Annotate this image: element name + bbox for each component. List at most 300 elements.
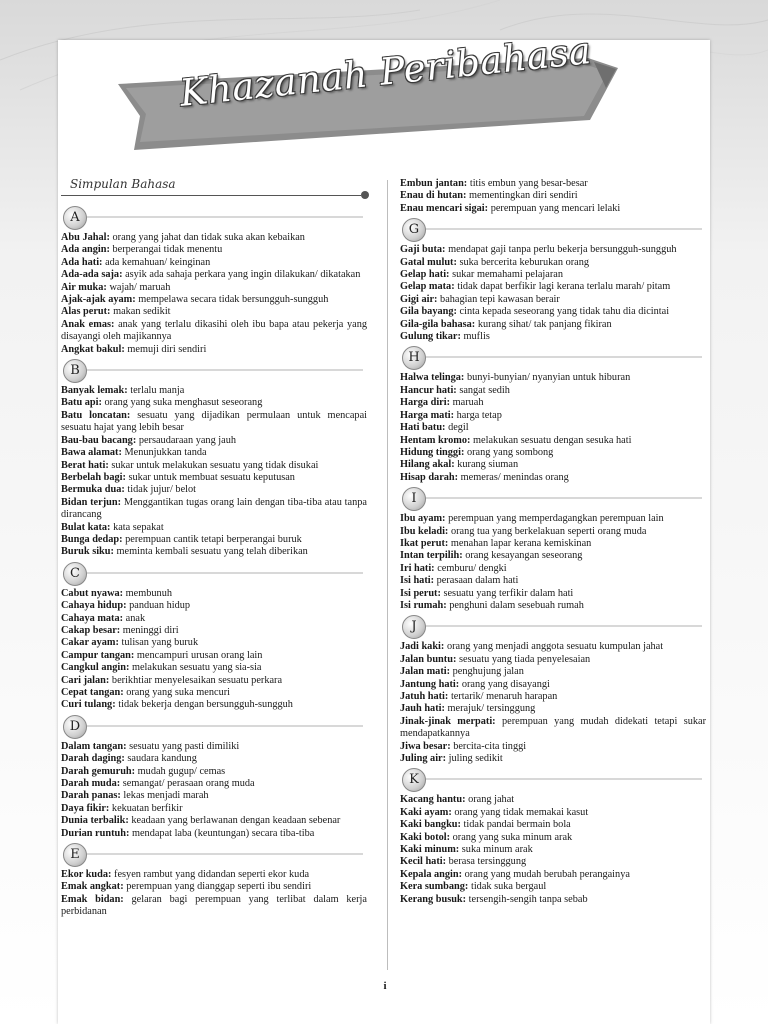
letter-heading-bar — [63, 369, 363, 371]
entry — [61, 753, 367, 765]
page-title: Khazanah Peribahasa — [177, 28, 594, 115]
entry-definition: fesyen rambut yang didandan seperti ekor kuda — [114, 869, 310, 881]
entry-definition: panduan hidup — [129, 600, 191, 612]
entry — [61, 294, 367, 306]
entry-definition: mendapat laba (keuntungan) secara tiba-tiba — [131, 827, 315, 839]
entry-term: Bunga dedap: — [61, 533, 123, 545]
entry-term: Jalan mati: — [400, 666, 451, 678]
left-column — [61, 178, 367, 919]
entry-term: Kera sumbang: — [400, 881, 469, 893]
entry-definition: Menunjukkan tanda — [124, 447, 207, 459]
entry-definition: bahagian tepi kawasan berair — [440, 293, 560, 305]
entry — [61, 662, 367, 674]
entry-term: Cari jalan: — [61, 674, 110, 686]
entry — [61, 244, 367, 256]
entry-definition: tertarik/ menaruh harapan — [450, 691, 558, 702]
entry-term: Berat hati: — [61, 459, 109, 471]
entry — [400, 203, 706, 215]
entry — [400, 716, 706, 741]
entry-term: Darah gemuruh: — [61, 765, 136, 777]
entry-term: Ajak-ajak ayam: — [61, 294, 136, 306]
entry-definition: tidak dapat berfikir lagi kerana terlalu marah/ pitam — [457, 281, 671, 293]
right-continued-entries — [400, 178, 706, 215]
entry — [400, 654, 706, 666]
letter-heading — [400, 346, 706, 368]
entry-definition: melakukan sesuatu dengan sesuka hati — [473, 434, 632, 446]
entry — [61, 637, 367, 649]
entry-term: Hilang akal: — [400, 459, 455, 471]
entry-definition: keadaan yang berlawanan dengan keadaan sebenar — [131, 815, 341, 827]
entry-definition: suka minum arak — [461, 844, 533, 856]
entry-definition: orang jahat — [468, 794, 515, 806]
entry — [61, 460, 367, 472]
entry — [61, 600, 367, 612]
entry — [61, 257, 367, 269]
entry — [61, 269, 367, 281]
entry — [400, 588, 706, 600]
entry-term: Alas perut: — [61, 306, 111, 318]
entry — [61, 435, 367, 447]
letter-heading-bar — [63, 853, 363, 855]
letter-heading — [400, 768, 706, 790]
entry-term: Jauh hati: — [400, 703, 445, 715]
entry — [400, 753, 706, 765]
entry-term: Kerang busuk: — [400, 893, 467, 905]
entry-term: Cepat tangan: — [61, 687, 124, 698]
column-divider — [387, 180, 388, 970]
entry — [400, 807, 706, 819]
entry-definition: sangat sedih — [459, 384, 510, 396]
entry-term: Gelap hati: — [400, 269, 450, 281]
entry-definition: sesuatu yang pasti dimiliki — [129, 740, 240, 752]
entry-term: Cabut nyawa: — [61, 587, 124, 599]
entry-definition: kekuatan berfikir — [111, 802, 183, 814]
entry-definition: orang yang sombong — [466, 446, 554, 458]
entry-definition: sesuatu yang terfikir dalam hati — [443, 587, 574, 599]
entry — [400, 513, 706, 525]
entry — [400, 257, 706, 269]
entry-definition: bunyi-bunyian/ nyanyian untuk hiburan — [466, 372, 631, 384]
entry-definition: sukar untuk melakukan sesuatu yang tidak disukai — [111, 459, 319, 471]
entry-definition: tulisan yang buruk — [121, 637, 199, 649]
entry — [61, 687, 367, 699]
entry — [400, 472, 706, 484]
entry-definition: orang yang jahat dan tidak suka akan kebaikan — [112, 232, 305, 243]
entry-definition: memeras/ menindas orang — [460, 471, 569, 483]
entry-definition: perempuan cantik tetapi berperangai buruk — [125, 533, 302, 545]
entry-definition: makan sedikit — [113, 306, 171, 318]
letter-badge: C — [63, 562, 87, 586]
entry-term: Gaji buta: — [400, 244, 446, 256]
entry — [61, 385, 367, 397]
entry-definition: mempelawa secara tidak bersungguh-sungguh — [138, 294, 329, 306]
entry-definition: orang tua yang berkelakuan seperti orang muda — [450, 525, 647, 537]
entry-definition: berasa tersinggung — [448, 856, 527, 868]
entry-term: Banyak lemak: — [61, 385, 128, 397]
entry — [400, 856, 706, 868]
entry-definition: cinta kepada seseorang yang tidak tahu dia dicintai — [459, 306, 670, 318]
entry-term: Hisap darah: — [400, 471, 459, 483]
entry-term: Kepala angin: — [400, 868, 463, 880]
letter-badge: A — [63, 206, 87, 230]
entry-definition: titis embun yang besar-besar — [469, 178, 588, 189]
entry-term: Isi hati: — [400, 575, 435, 587]
entry-term: Gila bayang: — [400, 306, 457, 318]
entry-term: Harga mati: — [400, 409, 455, 421]
entry-term: Durian runtuh: — [61, 827, 130, 839]
letter-heading — [61, 843, 367, 865]
entry-definition: harga tetap — [456, 409, 502, 421]
entry-term: Gatal mulut: — [400, 256, 457, 268]
entry-term: Hancur hati: — [400, 384, 457, 396]
entry — [400, 447, 706, 459]
entry — [400, 459, 706, 471]
entry-definition: orang yang suka menghasut seseorang — [104, 397, 263, 409]
entry-definition: mencampuri urusan orang lain — [136, 649, 263, 661]
entry-definition: membunuh — [125, 587, 172, 599]
entry-term: Jatuh hati: — [400, 691, 449, 702]
entry-term: Cahaya mata: — [61, 612, 124, 624]
entry-term: Daya fikir: — [61, 802, 110, 814]
entry — [61, 650, 367, 662]
entry-definition: saudara kandung — [127, 753, 197, 765]
entry — [400, 190, 706, 202]
entry-term: Bawa alamat: — [61, 447, 122, 459]
entry-term: Ikat perut: — [400, 537, 449, 549]
entry-term: Gelap mata: — [400, 281, 455, 293]
entry-term: Jalan buntu: — [400, 653, 457, 665]
entry-term: Hentam kromo: — [400, 434, 471, 446]
entry-definition: bercita-cita tinggi — [453, 740, 527, 752]
entry-definition: persaudaraan yang jauh — [138, 434, 237, 446]
entry-definition: semangat/ perasaan orang muda — [122, 778, 255, 790]
entry — [61, 699, 367, 711]
entry-term: Curi tulang: — [61, 699, 116, 711]
letter-heading-bar — [402, 228, 702, 230]
entry-term: Buruk siku: — [61, 546, 114, 558]
entry-term: Juling air: — [400, 753, 447, 765]
letter-badge: B — [63, 359, 87, 383]
entry — [400, 575, 706, 587]
entry-definition: Menggantikan tugas orang lain dengan tiba-tiba atau tanpa dirancang — [61, 496, 367, 521]
entry-definition: berperangai tidak menentu — [112, 244, 223, 256]
entry-definition: mementingkan diri sendiri — [468, 190, 578, 202]
entry — [400, 869, 706, 881]
entry-definition: perempuan yang mudah didekati tetapi sukar mendapatkannya — [400, 715, 706, 740]
entry — [61, 815, 367, 827]
entry — [400, 666, 706, 678]
entry — [400, 410, 706, 422]
letter-heading — [400, 218, 706, 240]
entry-definition: perasaan dalam hati — [436, 575, 519, 587]
entry-term: Bau-bau bacang: — [61, 434, 137, 446]
entry — [61, 675, 367, 687]
entry — [61, 546, 367, 558]
entry — [61, 869, 367, 881]
entry — [61, 497, 367, 522]
letter-heading-bar — [402, 356, 702, 358]
entry — [61, 625, 367, 637]
entry — [61, 766, 367, 778]
entry — [400, 422, 706, 434]
entry — [400, 397, 706, 409]
entry-term: Jinak-jinak merpati: — [400, 715, 496, 727]
entry-term: Kaki ayam: — [400, 806, 452, 818]
entry — [400, 526, 706, 538]
right-entry-list — [400, 218, 706, 906]
entry — [61, 472, 367, 484]
entry — [61, 790, 367, 802]
entry-definition: orang yang disayangi — [461, 678, 550, 690]
letter-badge: J — [402, 615, 426, 639]
entry-term: Jiwa besar: — [400, 740, 451, 752]
left-entry-list — [61, 206, 367, 919]
entry-term: Bermuka dua: — [61, 484, 125, 496]
entry-term: Emak angkat: — [61, 881, 124, 893]
entry — [400, 832, 706, 844]
entry-definition: sukar untuk membuat sesuatu keputusan — [128, 471, 295, 483]
entry — [61, 397, 367, 409]
entry-term: Ada-ada saja: — [61, 269, 123, 281]
entry — [400, 385, 706, 397]
entry-term: Ibu ayam: — [400, 513, 446, 525]
entry-term: Dalam tangan: — [61, 740, 127, 752]
entry-definition: menahan lapar kerana kemiskinan — [450, 537, 592, 549]
entry-term: Kaki botol: — [400, 831, 451, 843]
entry-term: Ekor kuda: — [61, 869, 112, 881]
entry-term: Hidung tinggi: — [400, 446, 465, 458]
entry-term: Hati batu: — [400, 422, 446, 434]
right-column — [400, 178, 706, 906]
entry-definition: meninggi diri — [122, 624, 179, 636]
entry-term: Angkat bakul: — [61, 343, 125, 355]
entry-term: Gila-gila bahasa: — [400, 318, 476, 330]
entry-definition: perempuan yang dianggap seperti ibu sendiri — [126, 881, 312, 893]
entry — [61, 306, 367, 318]
entry-term: Ada angin: — [61, 244, 110, 256]
entry-term: Kaki minum: — [400, 844, 460, 856]
entry — [400, 178, 706, 190]
entry-definition: tidak bekerja dengan bersungguh-sungguh — [118, 699, 293, 711]
entry — [400, 844, 706, 856]
entry-term: Cakap besar: — [61, 624, 121, 636]
entry-definition: orang yang menjadi anggota sesuatu kumpulan jahat — [446, 641, 664, 653]
entry-definition: merajuk/ tersinggung — [447, 703, 536, 715]
letter-badge: K — [402, 768, 426, 792]
letter-heading-bar — [402, 778, 702, 780]
entry-term: Enau mencari sigai: — [400, 202, 489, 214]
entry-definition: suka bercerita keburukan orang — [459, 256, 590, 268]
entry — [400, 331, 706, 343]
entry-definition: tersengih-sengih tanpa sebab — [468, 893, 588, 905]
section-title: Simpulan Bahasa — [70, 177, 176, 191]
entry-term: Jantung hati: — [400, 678, 460, 690]
letter-badge: H — [402, 346, 426, 370]
entry-definition: tidak jujur/ belot — [127, 484, 197, 496]
entry — [61, 803, 367, 815]
entry-term: Kecil hati: — [400, 856, 447, 868]
entry-definition: terlalu manja — [130, 385, 185, 397]
entry-term: Harga diri: — [400, 397, 451, 409]
entry-definition: sukar memahami pelajaran — [452, 269, 563, 281]
letter-heading-bar — [402, 625, 702, 627]
entry — [400, 269, 706, 281]
entry — [400, 641, 706, 653]
entry-definition: lekas menjadi marah — [123, 790, 209, 802]
letter-heading — [400, 615, 706, 637]
entry-definition: cemburu/ dengki — [437, 562, 507, 574]
entry-term: Bulat kata: — [61, 521, 111, 533]
entry — [400, 550, 706, 562]
entry-definition: berikhtiar menyelesaikan sesuatu perkara — [111, 674, 283, 686]
letter-heading-bar — [63, 725, 363, 727]
entry-definition: orang yang mudah berubah perangainya — [464, 868, 630, 880]
entry-definition: juling sedikit — [448, 753, 503, 765]
entry — [400, 538, 706, 550]
entry-term: Emak bidan: — [61, 893, 124, 905]
entry-definition: kata sepakat — [113, 521, 164, 533]
entry-definition: orang yang suka minum arak — [452, 831, 573, 843]
entry-term: Darah panas: — [61, 790, 121, 802]
section-header — [61, 178, 367, 198]
entry-term: Gulung tikar: — [400, 331, 461, 343]
entry-definition: gelaran bagi perempuan yang terlibat dalam kerja perbidanan — [61, 893, 367, 918]
entry-definition: melakukan sesuatu yang sia-sia — [131, 662, 262, 674]
letter-badge: G — [402, 218, 426, 242]
letter-heading-bar — [402, 497, 702, 499]
entry — [400, 894, 706, 906]
entry — [400, 281, 706, 293]
entry-term: Darah muda: — [61, 778, 121, 790]
entry — [400, 679, 706, 691]
entry-term: Kacang hantu: — [400, 794, 466, 806]
entry-term: Dunia terbalik: — [61, 815, 129, 827]
entry-definition: orang yang suka mencuri — [126, 687, 231, 698]
entry-term: Darah daging: — [61, 753, 125, 765]
entry-term: Iri hati: — [400, 562, 435, 574]
entry-definition: muflis — [463, 331, 490, 343]
entry-definition: degil — [448, 422, 469, 434]
entry-definition: penghuni dalam sesebuah rumah — [449, 599, 584, 611]
entry — [400, 794, 706, 806]
entry-definition: tidak suka bergaul — [470, 881, 547, 893]
entry — [400, 691, 706, 703]
entry — [61, 344, 367, 356]
page-number: i — [383, 980, 387, 992]
entry-definition: sesuatu yang tiada penyelesaian — [458, 653, 591, 665]
entry-definition: asyik ada sahaja perkara yang ingin dilakukan/ dikatakan — [125, 269, 361, 281]
entry — [61, 484, 367, 496]
letter-heading — [61, 206, 367, 228]
entry — [61, 534, 367, 546]
entry — [400, 294, 706, 306]
letter-heading-bar — [63, 572, 363, 574]
entry-term: Air muka: — [61, 281, 107, 293]
entry — [61, 741, 367, 753]
letter-heading — [61, 562, 367, 584]
entry-term: Isi perut: — [400, 587, 441, 599]
section-rule-end-dot — [361, 191, 369, 199]
entry-definition: perempuan yang memperdagangkan perempuan lain — [448, 513, 664, 525]
entry-definition: ada kemahuan/ keinginan — [105, 256, 211, 268]
entry — [400, 319, 706, 331]
letter-badge: D — [63, 715, 87, 739]
entry-definition: meminta kembali sesuatu yang telah diberikan — [116, 546, 308, 558]
entry — [61, 778, 367, 790]
entry — [400, 819, 706, 831]
entry-term: Kaki bangku: — [400, 819, 461, 831]
entry — [400, 563, 706, 575]
entry — [61, 522, 367, 534]
letter-heading — [61, 359, 367, 381]
entry-definition: mudah gugup/ cemas — [137, 765, 226, 777]
entry-term: Halwa telinga: — [400, 372, 465, 384]
entry — [61, 282, 367, 294]
letter-heading — [61, 715, 367, 737]
entry-term: Cakar ayam: — [61, 637, 119, 649]
entry — [400, 306, 706, 318]
entry-definition: anak — [125, 612, 146, 624]
entry — [61, 613, 367, 625]
entry-term: Jadi kaki: — [400, 641, 445, 653]
entry-term: Batu api: — [61, 397, 102, 409]
entry-term: Isi rumah: — [400, 599, 447, 611]
entry-definition: penghujung jalan — [452, 666, 524, 678]
entry-definition: maruah — [452, 397, 484, 409]
entry-term: Bidan terjun: — [61, 496, 122, 508]
entry-term: Ibu keladi: — [400, 525, 449, 537]
entry — [400, 703, 706, 715]
entry-definition: memuji diri sendiri — [127, 343, 207, 355]
entry-term: Abu Jahal: — [61, 232, 110, 243]
entry-definition: orang kesayangan seseorang — [465, 550, 583, 562]
entry-term: Ada hati: — [61, 256, 103, 268]
entry-term: Enau di hutan: — [400, 190, 467, 202]
entry-term: Embun jantan: — [400, 178, 468, 189]
entry — [400, 741, 706, 753]
entry-term: Cahaya hidup: — [61, 600, 127, 612]
entry-term: Berbelah bagi: — [61, 471, 126, 483]
entry — [61, 881, 367, 893]
entry — [400, 600, 706, 612]
section-rule — [61, 195, 361, 196]
entry-term: Gigi air: — [400, 293, 438, 305]
entry-definition: tidak pandai bermain bola — [463, 819, 571, 831]
entry-term: Intan terpilih: — [400, 550, 463, 562]
letter-heading — [400, 487, 706, 509]
letter-badge: I — [402, 487, 426, 511]
entry-term: Anak emas: — [61, 318, 115, 330]
entry — [400, 372, 706, 384]
entry — [61, 588, 367, 600]
entry — [61, 447, 367, 459]
entry — [61, 894, 367, 919]
entry-term: Cangkul angin: — [61, 662, 130, 674]
entry-term: Batu loncatan: — [61, 409, 131, 421]
entry-definition: anak yang terlalu dikasihi oleh ibu bapa atau pekerja yang disayangi oleh majikannya — [61, 318, 368, 343]
entry — [61, 319, 367, 344]
entry — [400, 435, 706, 447]
letter-badge: E — [63, 843, 87, 867]
entry — [61, 410, 367, 435]
entry-definition: sesuatu yang dijadikan permulaan untuk mencapai sesuatu hajat yang lebih besar — [61, 409, 368, 434]
entry-definition: wajah/ maruah — [109, 281, 171, 293]
entry-definition: kurang sihat/ tak panjang fikiran — [477, 318, 612, 330]
entry-definition: mendapat gaji tanpa perlu bekerja bersungguh-sungguh — [448, 244, 677, 256]
entry — [400, 244, 706, 256]
entry — [61, 232, 367, 244]
entry-definition: kurang siuman — [457, 459, 519, 471]
